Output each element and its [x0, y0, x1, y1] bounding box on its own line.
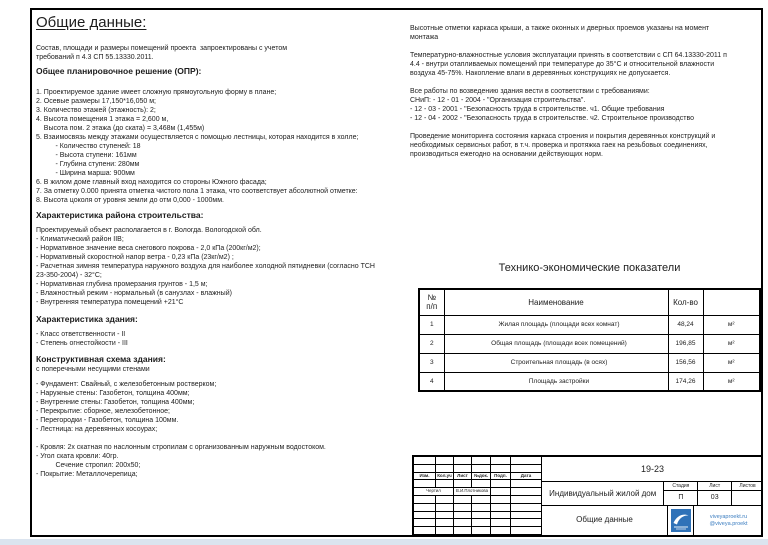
text-line: Проектируемый объект располагается в г. Вологда. Вологодской обл.	[36, 227, 262, 234]
window-bottom-strip	[0, 539, 768, 545]
logo-handle: @viveya.proekt	[709, 520, 748, 527]
teo-cell-qty: 196,85	[668, 334, 703, 353]
rev-header-koluch: Кол.уч	[436, 473, 454, 481]
scheme-lines	[36, 380, 326, 479]
building-lines	[36, 330, 128, 348]
text-line: Температурно-влажностные условия эксплуатации принять в соответствии с СП 64.13330-2011 п	[410, 52, 727, 59]
text-line: Все работы по возведению здания вести в соответствии с требованиями:	[410, 88, 650, 95]
teo-col-qty: Кол-во	[668, 289, 703, 315]
text-line	[36, 434, 326, 443]
text-line: - Перекрытие: сборное, железобетонное;	[36, 408, 170, 415]
rev-header-ndok: №док.	[472, 473, 491, 481]
text-line: воздуха 45-75%. Накопление влаги в деревянных конструкциях не допускается.	[410, 70, 671, 77]
rev-header-podp: Подп.	[491, 473, 511, 481]
stamp-main	[542, 457, 763, 535]
teo-heading: Технико-экономические показатели	[498, 262, 681, 274]
teo-cell-qty: 156,56	[668, 353, 703, 372]
text-line: 1. Проектируемое здание имеет сложную прямоугольную форму в плане;	[36, 89, 277, 96]
logo-site: viveyaproekt.ru	[709, 513, 748, 520]
doc-number: 19-23	[542, 457, 763, 482]
teo-cell-name: Строительная площадь (в осях)	[444, 353, 668, 372]
sheets-value	[732, 491, 763, 505]
teo-cell-num: 2	[419, 334, 444, 353]
stage-column	[664, 482, 698, 505]
teo-col-num	[419, 289, 444, 315]
text-line: Проведение мониторинга состояния каркаса строения и покрытия деревянных конструкций и	[410, 133, 716, 140]
drawing-frame	[30, 8, 763, 537]
teo-cell-name: Общая площадь (площади всех помещений)	[444, 334, 668, 353]
teo-row	[419, 372, 760, 391]
text-line: 23-350-2004) - 32°С;	[36, 272, 102, 279]
teo-col-name: Наименование	[444, 289, 668, 315]
teo-cell-num: 4	[419, 372, 444, 391]
teo-header-row	[419, 289, 760, 315]
sheet-name: Общие данные	[542, 506, 668, 535]
text-line: - Кровля: 2х скатная по наслонным стропилам с организованным наружным водостоком.	[36, 444, 326, 451]
project-name: Индивидуальный жилой дом	[542, 482, 664, 505]
teo-cell-unit: м²	[703, 334, 760, 353]
teo-row	[419, 334, 760, 353]
rev-header-data: Дата	[511, 473, 542, 481]
text-line: 6. В жилом доме главный вход находится со стороны Южного фасада;	[36, 179, 267, 186]
text-line: - 12 - 04 - 2002 - "Безопасность труда в строительстве. ч2. Строительное производство	[410, 115, 694, 122]
district-lines	[36, 226, 375, 307]
text-line: 3. Количество этажей (этажность): 2;	[36, 107, 156, 114]
text-line: - Ширина марша: 900мм	[36, 170, 135, 177]
logo-icon	[671, 509, 691, 532]
text-line: - Класс ответственности - II	[36, 331, 126, 338]
text-line: Состав, площади и размеры помещений проекта запроектированы с учетом	[36, 45, 288, 52]
sheet-value: 03	[710, 494, 719, 501]
text-line: - 12 - 03 - 2001 - "Безопасность труда в строительстве. ч1. Общие требования	[410, 106, 665, 113]
text-line: - Наружные стены: Газобетон, толщина 400мм;	[36, 390, 190, 397]
teo-cell-qty: 48,24	[668, 315, 703, 334]
sheets-label: Листов	[732, 482, 763, 491]
text-line	[410, 42, 727, 51]
drafter-role: Чертил	[414, 488, 454, 496]
text-line: требований п 4.3 СП 55.13330.2011.	[36, 54, 154, 61]
teo-row	[419, 315, 760, 334]
text-line: необходимых сервисных работ, в т.ч. проверка и протяжка гаек на резьбовых соединениях,	[410, 142, 708, 149]
section-heading-building: Характеристика здания:	[36, 314, 138, 324]
text-line: - Количество ступеней: 18	[36, 143, 141, 150]
title-block	[412, 455, 761, 535]
text-line: - Перегородки - Газобетон, толщина 100мм.	[36, 417, 179, 424]
text-line: Сечение стропил: 200х50;	[36, 462, 141, 469]
scheme-subheading: с поперечными несущими стенами	[36, 366, 150, 373]
text-line: - Угол ската кровли: 40гр.	[36, 453, 119, 460]
text-line: - Покрытие: Металлочерепица;	[36, 471, 138, 478]
text-line: СНиП: - 12 - 01 - 2004 - "Организация строительства".	[410, 97, 586, 104]
teo-col-unit	[703, 289, 760, 315]
text-line: - Расчетная зимняя температура наружного воздуха для наиболее холодной пятидневки (согласно ТСН	[36, 263, 375, 270]
text-line: 5. Взаимосвязь между этажами осуществляется с помощью лестницы, которая находится в холле;	[36, 134, 359, 141]
rev-header-izm: Изм.	[414, 473, 436, 481]
teo-col-num-line2: п/п	[426, 302, 438, 312]
teo-row	[419, 353, 760, 372]
teo-cell-name: Жилая площадь (площади всех комнат)	[444, 315, 668, 334]
revision-header-row	[414, 473, 542, 481]
teo-cell-unit: м²	[703, 353, 760, 372]
section-heading-opr: Общее планировочное решение (ОПР):	[36, 66, 202, 76]
page-title: Общие данные:	[36, 14, 147, 31]
teo-cell-num: 3	[419, 353, 444, 372]
intro-paragraph	[36, 44, 287, 62]
text-line: 2. Осевые размеры 17,150*16,050 м;	[36, 98, 156, 105]
stamp-project-row	[542, 482, 763, 506]
text-line	[410, 78, 727, 87]
text-line: - Влажностный режим - нормальный (в санузлах - влажный)	[36, 290, 232, 297]
text-line: - Высота ступени: 161мм	[36, 152, 137, 159]
teo-table	[418, 288, 761, 392]
drafter-row	[414, 488, 542, 496]
teo-cell-num: 1	[419, 315, 444, 334]
text-line: 4.4 - внутри отапливаемых помещений при температуре до 35°С и относительной влажности	[410, 61, 715, 68]
stage-label: Стадия	[664, 482, 697, 491]
text-line: - Нормативный скоростной напор ветра - 0,23 кПа (23кг/м2) ;	[36, 254, 234, 261]
text-line: производиться ежегодно на основании действующих норм.	[410, 151, 603, 158]
text-line: - Лестница: на деревянных косоурах;	[36, 426, 158, 433]
revision-table	[414, 457, 542, 535]
text-line: - Глубина ступени: 280мм	[36, 161, 140, 168]
sheet-label: Лист	[698, 482, 731, 491]
text-line: - Внутренние стены: Газобетон, толщина 400мм;	[36, 399, 195, 406]
text-line: - Внутренняя температура помещений +21°С	[36, 299, 184, 306]
text-line: монтажа	[410, 34, 439, 41]
right-notes	[410, 24, 727, 159]
company-links	[694, 506, 763, 535]
text-line: - Степень огнестойкости - III	[36, 340, 128, 347]
text-line: Высотные отметки каркаса крыши, а также оконных и дверных проемов указаны на момент	[410, 25, 710, 32]
stage-value: П	[678, 494, 684, 501]
sheets-column	[732, 482, 763, 505]
text-line: - Нормативное значение веса снегового покрова - 2,0 кПа (200кг/м2);	[36, 245, 261, 252]
teo-col-num-line1: №	[427, 293, 437, 303]
stamp-sheetname-row	[542, 506, 763, 535]
text-line	[410, 123, 727, 132]
text-line: - Климатический район IIВ;	[36, 236, 124, 243]
opr-lines	[36, 88, 358, 205]
teo-cell-unit: м²	[703, 315, 760, 334]
section-heading-district: Характеристика района строительства:	[36, 210, 204, 220]
teo-cell-name: Площадь застройки	[444, 372, 668, 391]
rev-header-list: Лист	[454, 473, 472, 481]
text-line: 4. Высота помещения 1 этажа = 2,600 м,	[36, 116, 169, 123]
teo-cell-unit: м²	[703, 372, 760, 391]
text-line: - Фундамент: Свайный, с железобетонным ростверком;	[36, 381, 217, 388]
section-heading-scheme: Конструктивная схема здания:	[36, 354, 166, 364]
text-line: Высота пом. 2 этажа (до ската) = 3,468м (1,455м)	[36, 125, 205, 132]
text-line: 7. За отметку 0.000 принята отметка чистого пола 1 этажа, что соответствует абсолютной отметке:	[36, 188, 358, 195]
text-line: - Нормативная глубина промерзания грунтов - 1,5 м;	[36, 281, 208, 288]
company-logo	[668, 506, 694, 535]
text-line: 8. Высота цоколя от уровня земли до отм 0,000 - 1000мм.	[36, 197, 224, 204]
sheet-column	[698, 482, 732, 505]
teo-cell-qty: 174,26	[668, 372, 703, 391]
drafter-name: В.И.Плотникова	[454, 488, 491, 496]
